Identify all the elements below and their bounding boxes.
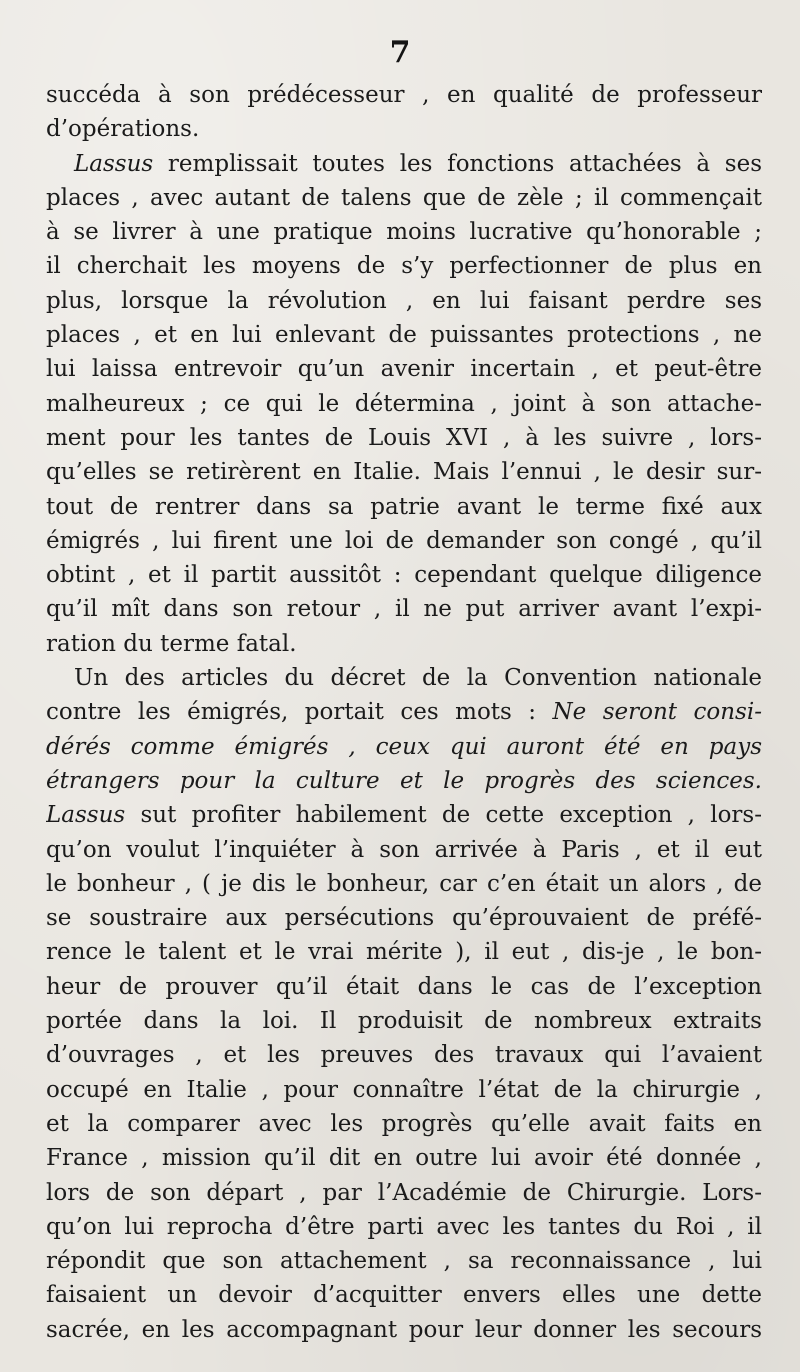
- text-segment: plus, lorsque la révolution , en lui faisant perdre ses: [46, 287, 762, 314]
- text-segment: places , et en lui enlevant de puissantes protections , ne: [46, 322, 762, 349]
- text-line: [46, 490, 762, 524]
- text-segment: rence le talent et le vrai mérite ), il eut , dis-je , le bon-: [46, 939, 762, 966]
- text-line: [46, 215, 762, 249]
- text-segment: malheureux ; ce qui le détermina , joint à son attache-: [46, 390, 762, 417]
- text-line: [46, 1038, 762, 1072]
- text-segment: le bonheur , ( je dis le bonheur, car c’en était un alors , de: [46, 870, 762, 897]
- text-segment: succéda à son prédécesseur , en qualité de professeur: [46, 82, 762, 108]
- text-line: [46, 1107, 762, 1141]
- text-line: [46, 249, 762, 283]
- text-line: [46, 147, 762, 181]
- text-line: [46, 524, 762, 558]
- text-segment: d’ouvrages , et les preuves des travaux qui l’avaient: [46, 1042, 762, 1069]
- text-line: [46, 112, 762, 146]
- text-segment: se soustraire aux persécutions qu’éprouvaient de préfé-: [46, 905, 762, 932]
- text-line: [46, 867, 762, 901]
- text-line: [46, 318, 762, 352]
- text-segment: faisaient un devoir d’acquitter envers elles une dette: [46, 1282, 762, 1309]
- text-line: [46, 1210, 762, 1244]
- text-segment: émigrés , lui firent une loi de demander son congé , qu’il: [46, 527, 762, 554]
- text-line: [46, 798, 762, 832]
- text-segment: occupé en Italie , pour connaître l’état de la chirurgie ,: [46, 1076, 762, 1103]
- text-line: [46, 970, 762, 1004]
- text-segment: tout de rentrer dans sa patrie avant le terme fixé aux: [46, 493, 762, 520]
- italic-text-segment: Lassus: [74, 150, 154, 177]
- text-segment: qu’elles se retirèrent en Italie. Mais l’ennui , le desir sur-: [46, 459, 762, 486]
- text-line: [46, 833, 762, 867]
- text-line: [46, 1004, 762, 1038]
- italic-text-segment: Lassus: [46, 802, 126, 829]
- italic-text-segment: étrangers pour la culture et le progrès des sciences.: [46, 767, 762, 794]
- text-line: [46, 1244, 762, 1278]
- text-segment: sacrée, en les accompagnant pour leur donner les secours: [46, 1316, 762, 1343]
- page-number: 7: [389, 35, 411, 70]
- text-segment: répondit que son attachement , sa reconnaissance , lui: [46, 1248, 762, 1275]
- text-line: [46, 78, 762, 112]
- text-segment: il cherchait les moyens de s’y perfectionner de plus en: [46, 253, 762, 280]
- text-line: [46, 284, 762, 318]
- text-line: [46, 1278, 762, 1312]
- text-line: [46, 421, 762, 455]
- text-line: [46, 1176, 762, 1210]
- italic-text-segment: dérés comme émigrés , ceux qui auront été en pays: [46, 733, 762, 760]
- text-line: [46, 1313, 762, 1347]
- text-segment: et la comparer avec les progrès qu’elle avait faits en: [46, 1110, 762, 1137]
- text-segment: lui laissa entrevoir qu’un avenir incertain , et peut-être: [46, 356, 762, 383]
- text-segment: portée dans la loi. Il produisit de nombreux extraits: [46, 1008, 762, 1035]
- body-text: [46, 78, 762, 1347]
- text-segment: sut profiter habilement de cette exception , lors-: [125, 802, 762, 829]
- text-segment: qu’on lui reprocha d’être parti avec les tantes du Roi , il: [46, 1213, 762, 1240]
- text-segment: qu’on voulut l’inquiéter à son arrivée à Paris , et il eut: [46, 836, 762, 863]
- text-segment: remplissait toutes les fonctions attachées à ses: [153, 150, 762, 177]
- text-line: [46, 627, 762, 661]
- text-line: [46, 764, 762, 798]
- text-line: [46, 1141, 762, 1175]
- text-line: [46, 455, 762, 489]
- text-line: [46, 592, 762, 626]
- text-segment: France , mission qu’il dit en outre lui avoir été donnée ,: [46, 1145, 762, 1172]
- text-line: [46, 730, 762, 764]
- text-segment: places , avec autant de talens que de zèle ; il commençait: [46, 184, 762, 211]
- italic-text-segment: Ne seront consi-: [552, 699, 762, 726]
- text-segment: ration du terme fatal.: [46, 630, 297, 657]
- text-segment: d’opérations.: [46, 116, 200, 143]
- text-segment: heur de prouver qu’il était dans le cas de l’exception: [46, 973, 762, 1000]
- text-segment: ment pour les tantes de Louis XVI , à les suivre , lors-: [46, 424, 762, 451]
- text-line: [46, 695, 762, 729]
- text-segment: obtint , et il partit aussitôt : cependant quelque diligence: [46, 562, 762, 589]
- text-line: [46, 1073, 762, 1107]
- text-line: [46, 661, 762, 695]
- text-line: [46, 352, 762, 386]
- text-line: [46, 901, 762, 935]
- text-segment: contre les émigrés, portait ces mots :: [46, 699, 553, 726]
- text-segment: qu’il mît dans son retour , il ne put arriver avant l’expi-: [46, 596, 762, 623]
- text-line: [46, 935, 762, 969]
- text-line: [46, 387, 762, 421]
- text-line: [46, 181, 762, 215]
- text-segment: Un des articles du décret de la Convention nationale: [74, 665, 762, 692]
- text-line: [46, 558, 762, 592]
- text-segment: lors de son départ , par l’Académie de Chirurgie. Lors-: [46, 1179, 762, 1206]
- text-segment: à se livrer à une pratique moins lucrative qu’honorable ;: [46, 219, 762, 246]
